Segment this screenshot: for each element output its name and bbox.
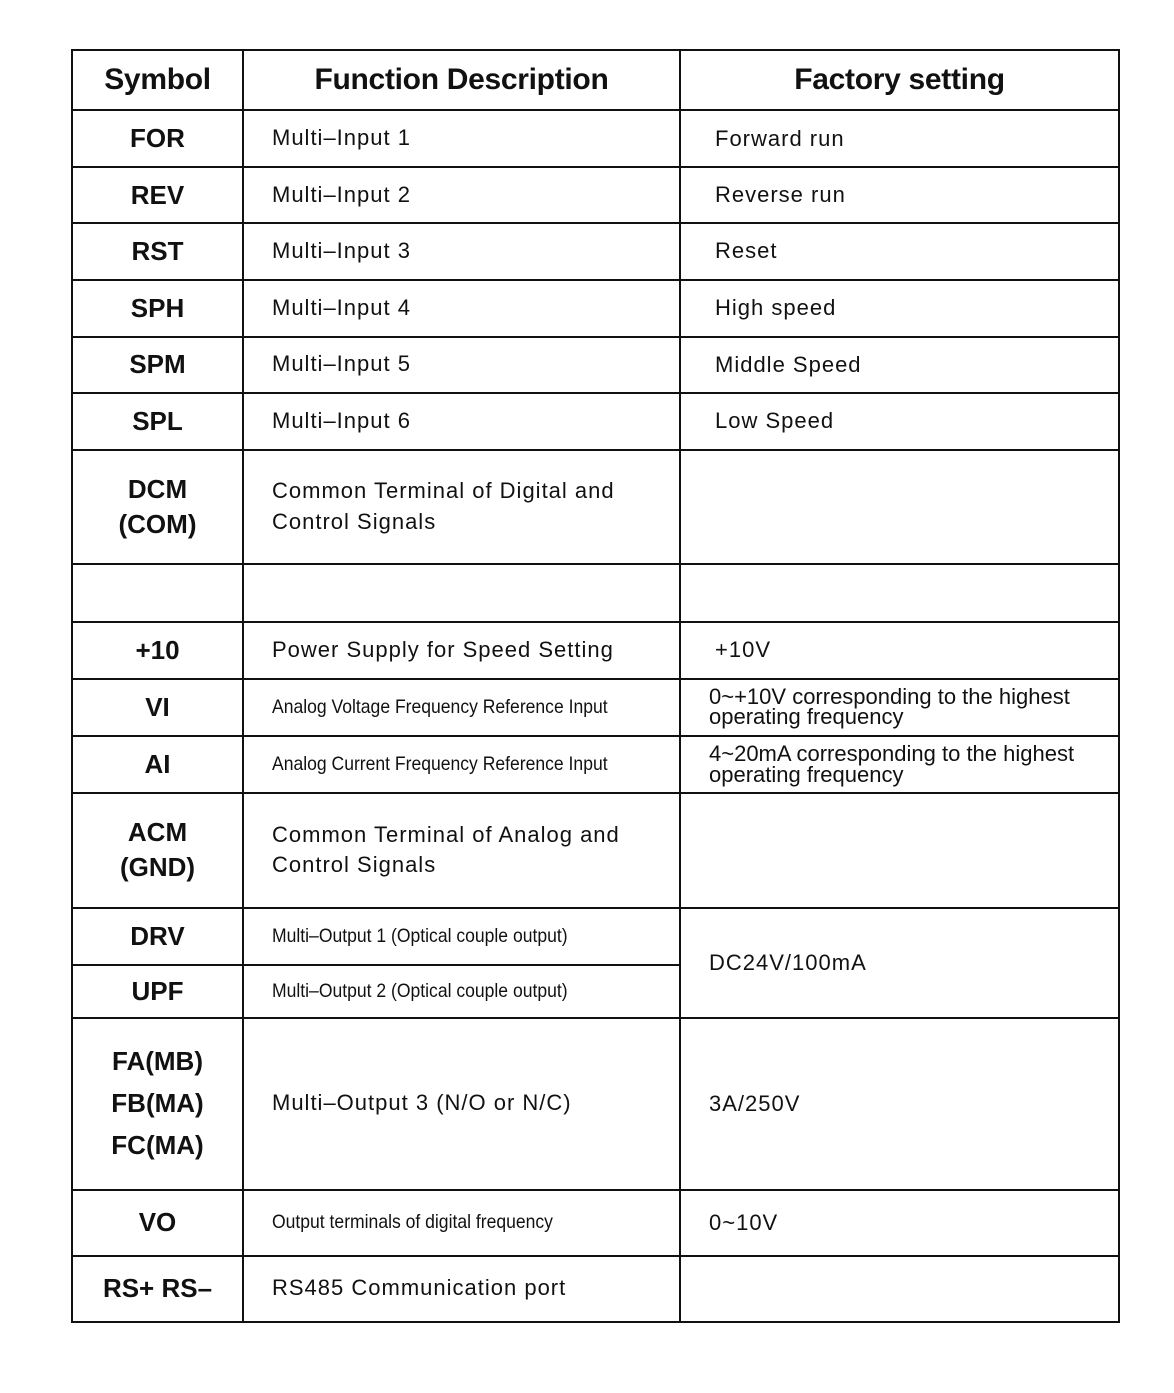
table-row xyxy=(72,736,1119,793)
symbol-text: FOR xyxy=(130,123,185,154)
table-row xyxy=(72,393,1119,450)
function-text: Multi–Input 5 xyxy=(272,351,411,377)
table-row xyxy=(72,450,1119,564)
table-row xyxy=(72,622,1119,679)
function-cell xyxy=(243,450,680,564)
symbol-text: RS+ RS– xyxy=(102,1273,213,1304)
header-factory-setting: Factory setting xyxy=(680,50,1119,110)
symbol-text: FC(MA) xyxy=(111,1129,204,1160)
symbol-text: DRV xyxy=(130,920,185,951)
symbol-cell xyxy=(72,1018,243,1190)
factory-text: 3A/250V xyxy=(709,1090,801,1116)
function-text: Power Supply for Speed Setting xyxy=(272,636,614,662)
factory-cell xyxy=(680,167,1119,223)
table-row xyxy=(72,793,1119,907)
symbol-cell xyxy=(72,223,243,279)
factory-cell xyxy=(680,679,1119,736)
factory-cell xyxy=(680,622,1119,679)
table-row xyxy=(72,1018,1119,1190)
factory-cell xyxy=(680,450,1119,564)
symbol-cell xyxy=(72,679,243,736)
symbol-cell xyxy=(72,393,243,450)
factory-text: 0~+10V corresponding to the highest xyxy=(709,683,1070,709)
function-text: Common Terminal of Digital and xyxy=(272,478,615,504)
factory-cell xyxy=(680,280,1119,337)
factory-cell xyxy=(680,337,1119,393)
symbol-cell xyxy=(72,337,243,393)
factory-text: High speed xyxy=(715,295,837,321)
symbol-cell xyxy=(72,793,243,907)
function-cell xyxy=(243,908,680,965)
function-text: Multi–Input 3 xyxy=(272,238,411,264)
function-cell xyxy=(243,793,680,907)
function-text: Multi–Input 1 xyxy=(272,125,411,151)
factory-text: Forward run xyxy=(715,125,845,151)
factory-cell xyxy=(680,1190,1119,1256)
symbol-text: (COM) xyxy=(118,509,197,540)
function-text: Multi–Input 2 xyxy=(272,181,411,207)
factory-cell xyxy=(680,1018,1119,1190)
symbol-text: VI xyxy=(145,691,170,722)
symbol-cell xyxy=(72,965,243,1018)
table-row xyxy=(72,1190,1119,1256)
symbol-text: VO xyxy=(138,1207,177,1238)
function-cell xyxy=(243,564,680,621)
function-cell xyxy=(243,1018,680,1190)
function-text: Multi–Input 6 xyxy=(272,408,411,434)
function-cell xyxy=(243,167,680,223)
symbol-text: UPF xyxy=(131,975,184,1006)
symbol-text: SPM xyxy=(129,349,186,380)
symbol-cell xyxy=(72,167,243,223)
symbol-text: FA(MB) xyxy=(112,1046,203,1077)
function-cell xyxy=(243,1256,680,1322)
symbol-cell xyxy=(72,564,243,621)
factory-cell xyxy=(680,564,1119,621)
function-text: Control Signals xyxy=(272,852,437,878)
function-text: Multi–Output 3 (N/O or N/C) xyxy=(272,1090,572,1116)
function-text: Control Signals xyxy=(272,509,437,535)
factory-text: 0~10V xyxy=(709,1209,779,1235)
factory-text: Reverse run xyxy=(715,182,846,208)
table-row xyxy=(72,564,1119,621)
factory-cell xyxy=(680,736,1119,793)
function-cell xyxy=(243,337,680,393)
factory-cell xyxy=(680,908,1119,1018)
table-row xyxy=(72,1256,1119,1322)
symbol-text: REV xyxy=(130,179,185,210)
table-row xyxy=(72,679,1119,736)
function-text: Analog Voltage Frequency Reference Input xyxy=(272,695,608,718)
function-cell xyxy=(243,393,680,450)
symbol-cell xyxy=(72,1190,243,1256)
factory-text: operating frequency xyxy=(709,704,904,730)
function-cell xyxy=(243,622,680,679)
function-text: Analog Current Frequency Reference Input xyxy=(272,752,608,775)
function-cell xyxy=(243,965,680,1018)
symbol-text: DCM xyxy=(127,474,188,505)
symbol-text: FB(MA) xyxy=(111,1087,204,1118)
function-cell xyxy=(243,110,680,167)
table-row xyxy=(72,337,1119,393)
table-row xyxy=(72,280,1119,337)
function-cell xyxy=(243,223,680,279)
factory-cell xyxy=(680,1256,1119,1322)
factory-text: Middle Speed xyxy=(715,351,862,377)
function-cell xyxy=(243,679,680,736)
symbol-cell xyxy=(72,450,243,564)
symbol-cell xyxy=(72,622,243,679)
symbol-cell xyxy=(72,110,243,167)
function-text: Multi–Input 4 xyxy=(272,294,411,320)
factory-cell xyxy=(680,223,1119,279)
factory-text: Low Speed xyxy=(715,408,835,434)
function-text: RS485 Communication port xyxy=(272,1275,567,1301)
symbol-cell xyxy=(72,280,243,337)
symbol-cell xyxy=(72,1256,243,1322)
function-text: Output terminals of digital frequency xyxy=(272,1210,553,1233)
symbol-text: +10 xyxy=(135,634,180,665)
symbol-cell xyxy=(72,908,243,965)
symbol-text: (GND) xyxy=(119,852,196,883)
factory-text: operating frequency xyxy=(709,761,904,787)
function-text: Multi–Output 2 (Optical couple output) xyxy=(272,979,568,1002)
function-text: Multi–Output 1 (Optical couple output) xyxy=(272,924,568,947)
header-symbol: Symbol xyxy=(72,50,243,110)
factory-cell xyxy=(680,393,1119,450)
table-row xyxy=(72,110,1119,167)
symbol-text: ACM xyxy=(127,817,188,848)
function-cell xyxy=(243,1190,680,1256)
factory-cell xyxy=(680,110,1119,167)
symbol-text: SPH xyxy=(130,292,185,323)
function-text: Common Terminal of Analog and xyxy=(272,821,620,847)
table-row xyxy=(72,167,1119,223)
factory-cell xyxy=(680,793,1119,907)
function-cell xyxy=(243,280,680,337)
header-function-description: Function Description xyxy=(243,50,680,110)
symbol-text: SPL xyxy=(132,405,183,436)
symbol-cell xyxy=(72,736,243,793)
factory-text: +10V xyxy=(715,637,771,663)
header-row xyxy=(72,50,1119,110)
symbol-text: AI xyxy=(144,749,171,780)
function-cell xyxy=(243,736,680,793)
terminal-table xyxy=(71,49,1120,1323)
symbol-text: RST xyxy=(131,235,184,266)
factory-text: DC24V/100mA xyxy=(709,949,867,975)
factory-text: Reset xyxy=(715,238,778,264)
factory-text: 4~20mA corresponding to the highest xyxy=(709,740,1075,766)
table-row xyxy=(72,223,1119,279)
table-row xyxy=(72,908,1119,965)
